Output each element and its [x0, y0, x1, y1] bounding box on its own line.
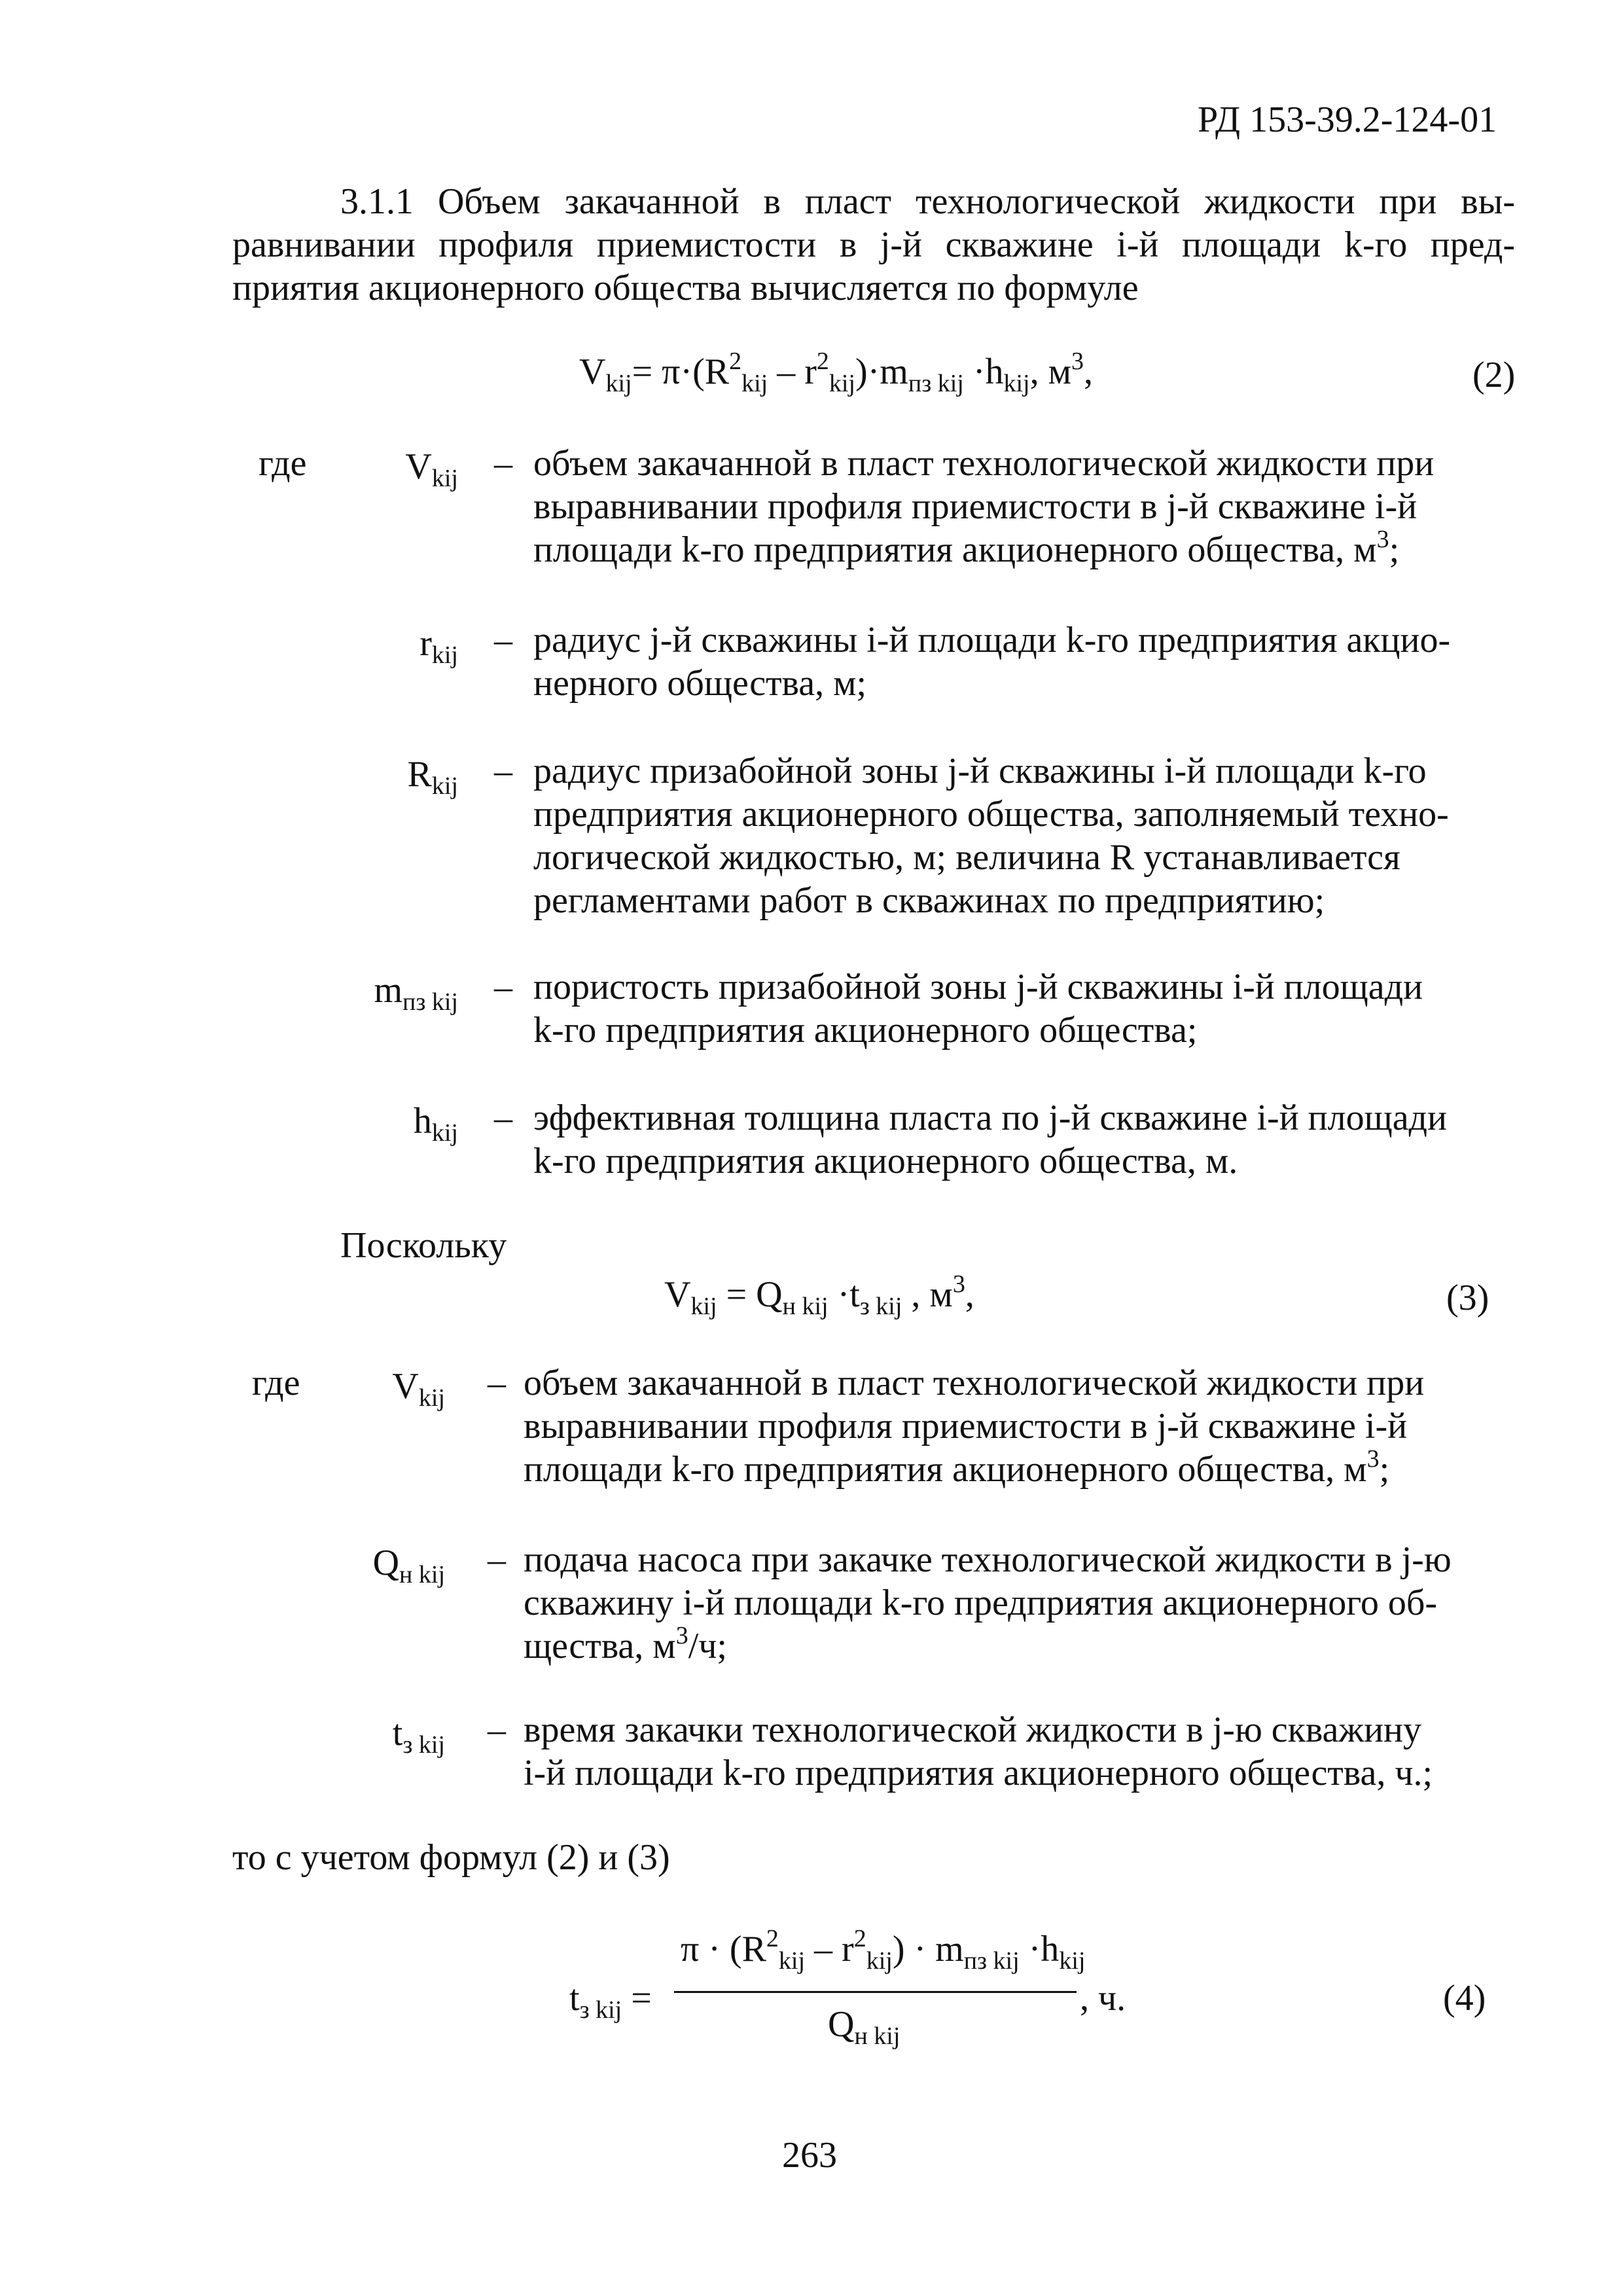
- fraction-bar: [674, 1991, 1077, 1993]
- definition: радиус призабойной зоны j-й скважины i-й площади k-го предприятия акционерного общества, заполняемый техно- логической жидкостью, м; величина R устанавливается регламентами работ в скважинах по предприятию;: [533, 751, 1449, 921]
- page-number: 263: [782, 2135, 837, 2176]
- formula-4-numerator: $\pi \cdot (R^2_{kij} - r^2_{kij}) \cdot m_{пз kij} \cdot h_{kij}$: [681, 1925, 1086, 1975]
- definition: объем закачанной в пласт технологической жидкости при выравнивании профиля приемистости в j-й скважине i-й площади k-го предприятия акционерного общества, $м^3$;: [524, 1363, 1425, 1490]
- definition: эффективная толщина пласта по j-й скважине i-й площади k-го предприятия акционерного общества, м.: [533, 1098, 1448, 1181]
- term-symbol: $V_{kij}$: [405, 446, 458, 492]
- term-symbol: $t_{з kij}$: [392, 1713, 445, 1759]
- definition: время закачки технологической жидкости в j-ю скважину i-й площади k-го предприятия акционерного общества, ч.;: [524, 1710, 1433, 1793]
- equation-number-2: (2): [1472, 355, 1516, 395]
- term-symbol: $R_{kij}$: [407, 754, 458, 800]
- definition: радиус j-й скважины i-й площади k-го предприятия акцио- нерного общества, м;: [533, 620, 1451, 704]
- formula-2: $V_{kij}= \pi\cdot(R^2_{kij} - r^2_{kij})\cdot m_{пз kij} \cdot h_{kij}$, $м^3$,: [579, 348, 1094, 397]
- definition-dash: –: [488, 1710, 506, 1750]
- formula-4-unit: , ч.: [1080, 1978, 1126, 2018]
- definition-dash: –: [494, 620, 512, 660]
- equation-number-4: (4): [1443, 1978, 1486, 2018]
- term-symbol: $m_{пз kij}$: [374, 970, 458, 1016]
- definition: пористость призабойной зоны j-й скважины i-й площади k-го предприятия акционерного общества;: [533, 967, 1423, 1050]
- term-symbol: $h_{kij}$: [413, 1101, 458, 1147]
- definition-dash: –: [494, 1098, 512, 1138]
- intro-paragraph: [232, 180, 1515, 310]
- definition-dash: –: [494, 751, 512, 791]
- definition-dash: –: [494, 443, 512, 484]
- definition: объем закачанной в пласт технологической жидкости при выравнивании профиля приемистости в j-й скважине i-й площади k-го предприятия акционерного общества, $м^3$;: [533, 443, 1435, 570]
- definition-dash: –: [494, 967, 512, 1007]
- document-code: РД 153-39.2-124-01: [1198, 99, 1497, 140]
- term-symbol: $V_{kij}$: [392, 1366, 445, 1412]
- definition-dash: –: [488, 1363, 506, 1403]
- since-text: Поскольку: [340, 1225, 507, 1266]
- intro-line: приятия акционерного общества вычисляется по формуле: [232, 268, 1139, 308]
- formula-4-denominator: $Q_{н kij}$: [828, 2004, 901, 2050]
- then-text: то с учетом формул (2) и (3): [232, 1837, 670, 1878]
- where-label: где: [252, 1363, 300, 1403]
- definition: подача насоса при закачке технологической жидкости в j-ю скважину i-й площади k-го предприятия акционерного об- щества, $м^3/ч$;: [524, 1539, 1452, 1666]
- formula-4-lhs: $t_{з kij}$ =: [569, 1978, 652, 2024]
- definition-dash: –: [488, 1539, 506, 1580]
- equation-number-3: (3): [1446, 1278, 1489, 1318]
- where-label: где: [259, 443, 307, 484]
- term-symbol: $Q_{н kij}$: [372, 1543, 445, 1588]
- intro-line: равнивании профиля приемистости в j-й скважине i-й площади k-го пред-: [232, 224, 1515, 265]
- term-symbol: $r_{kij}$: [419, 623, 458, 669]
- formula-3: $V_{kij} = Q_{н kij} \cdot t_{з kij}$ , $м^3$,: [664, 1270, 974, 1320]
- intro-line: 3.1.1 Объем закачанной в пласт технологической жидкости при вы-: [340, 181, 1515, 222]
